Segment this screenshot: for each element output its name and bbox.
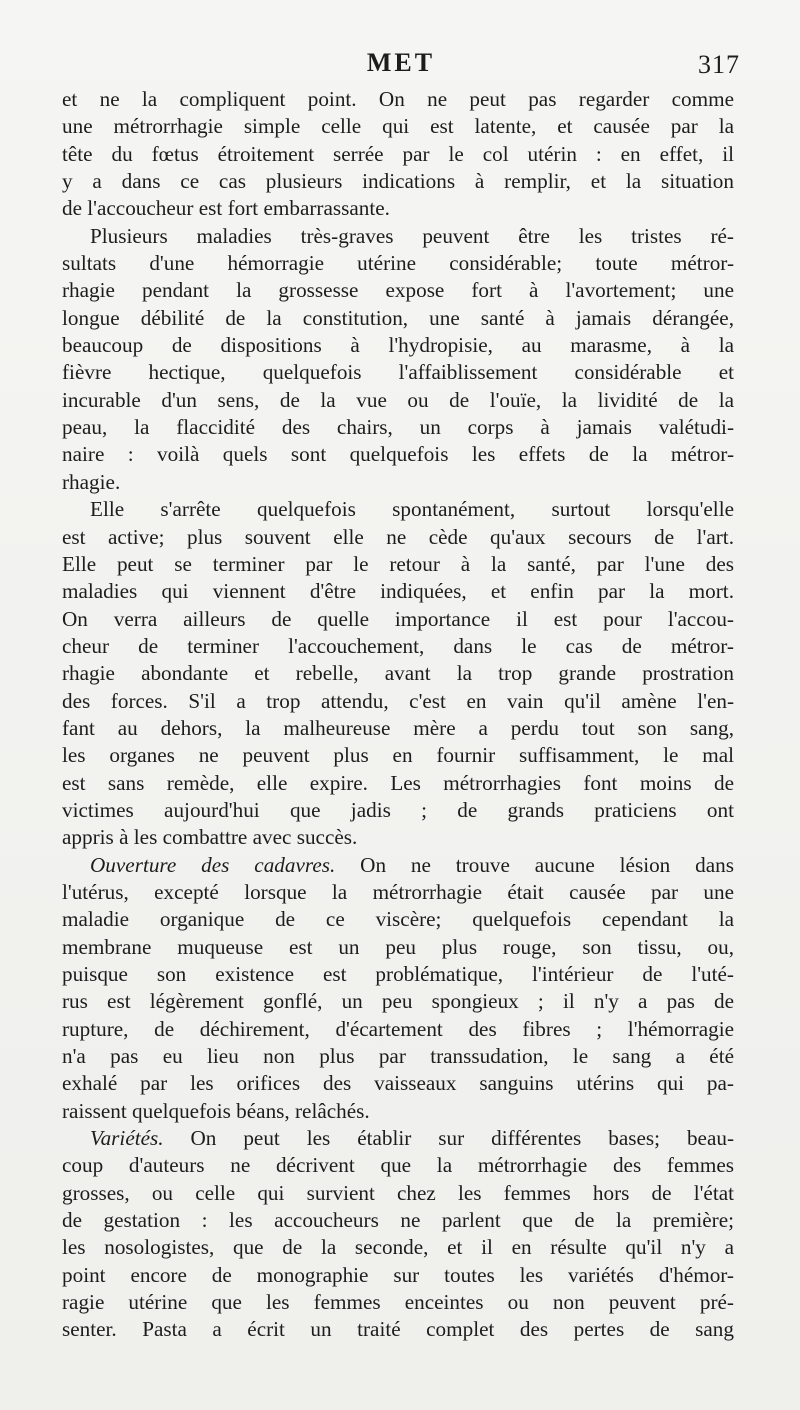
- text-line: victimes aujourd'hui que jadis ; de grands praticiens ont: [62, 797, 734, 822]
- text-line: l'utérus, excepté lorsque la métrorrhagie était causée par une: [62, 879, 734, 904]
- text-line: point encore de monographie sur toutes les variétés d'hémor-: [62, 1262, 734, 1287]
- text-line: les organes ne peuvent plus en fournir suffisamment, le mal: [62, 743, 734, 768]
- text-line: n'a pas eu lieu non plus par transsudation, le sang a été: [62, 1044, 734, 1069]
- text-line: peau, la flaccidité des chairs, un corps à jamais valétudi-: [62, 415, 734, 440]
- running-head: MET: [366, 48, 436, 77]
- paragraph: [62, 1125, 734, 1344]
- text-line: Plusieurs maladies très-graves peuvent être les tristes ré-: [90, 223, 734, 248]
- text-line: de l'accoucheur est fort embarrassante.: [62, 196, 390, 221]
- text-line: rhagie.: [62, 469, 121, 494]
- text-line: naire : voilà quels sont quelquefois les effets de la métror-: [62, 442, 734, 467]
- text-line: est active; plus souvent elle ne cède qu'aux secours de l'art.: [62, 524, 734, 549]
- text-line: maladie organique de ce viscère; quelquefois cependant la: [62, 907, 734, 932]
- text-line: On verra ailleurs de quelle importance il est pour l'accou-: [62, 606, 734, 631]
- text-line: longue débilité de la constitution, une santé à jamais dérangée,: [62, 305, 734, 330]
- text-line: fièvre hectique, quelquefois l'affaiblissement considérable et: [62, 360, 734, 385]
- text-line: exhalé par les orifices des vaisseaux sanguins utérins qui pa-: [62, 1071, 734, 1096]
- text-run: On ne trouve aucune lésion dans: [335, 852, 734, 877]
- page-header: [62, 48, 740, 82]
- paragraph: [62, 852, 734, 1125]
- paragraph: [62, 223, 734, 496]
- text-line: [62, 1125, 734, 1152]
- text-line: ragie utérine que les femmes enceintes ou non peuvent pré-: [62, 1290, 734, 1315]
- text-line: rupture, de déchirement, d'écartement des fibres ; l'hémorragie: [62, 1016, 734, 1041]
- text-line: Elle peut se terminer par le retour à la santé, par l'une des: [62, 551, 734, 576]
- text-line: tête du fœtus étroitement serrée par le col utérin : en effet, il: [62, 141, 734, 166]
- text-line: des forces. S'il a trop attendu, c'est en vain qu'il amène l'en-: [62, 688, 734, 713]
- text-line: est sans remède, elle expire. Les métrorrhagies font moins de: [62, 770, 734, 795]
- text-run: On peut les établir sur différentes bases; beau-: [163, 1126, 734, 1151]
- text-line: grosses, ou celle qui survient chez les femmes hors de l'état: [62, 1180, 734, 1205]
- text-line: y a dans ce cas plusieurs indications à remplir, et la situation: [62, 169, 734, 194]
- text-line: rhagie pendant la grossesse expose fort à l'avortement; une: [62, 278, 734, 303]
- text-line: sultats d'une hémorragie utérine considérable; toute métror-: [62, 251, 734, 276]
- text-line: une métrorrhagie simple celle qui est latente, et causée par la: [62, 114, 734, 139]
- section-lead: Variétés.: [90, 1126, 164, 1151]
- text-line: appris à les combattre avec succès.: [62, 825, 358, 850]
- text-line: beaucoup de dispositions à l'hydropisie, au marasme, à la: [62, 333, 734, 358]
- text-line: Elle s'arrête quelquefois spontanément, surtout lorsqu'elle: [90, 497, 734, 522]
- page-number: 317: [698, 50, 740, 79]
- text-line: de gestation : les accoucheurs ne parlent que de la première;: [62, 1208, 734, 1233]
- text-line: cheur de terminer l'accouchement, dans le cas de métror-: [62, 633, 734, 658]
- text-line: senter. Pasta a écrit un traité complet des pertes de sang: [62, 1317, 734, 1342]
- text-line: puisque son existence est problématique, l'intérieur de l'uté-: [62, 962, 734, 986]
- text-line: maladies qui viennent d'être indiquées, et enfin par la mort.: [62, 579, 734, 604]
- text-line: coup d'auteurs ne décrivent que la métrorrhagie des femmes: [62, 1153, 734, 1178]
- text-line: raissent quelquefois béans, relâchés.: [62, 1098, 370, 1123]
- paragraph: [62, 86, 734, 223]
- text-line: les nosologistes, que de la seconde, et il en résulte qu'il n'y a: [62, 1235, 734, 1260]
- section-lead: Ouverture des cadavres.: [90, 852, 336, 877]
- text-line: et ne la compliquent point. On ne peut pas regarder comme: [62, 87, 734, 111]
- page-body: [62, 86, 734, 1344]
- text-line: membrane muqueuse est un peu plus rouge, son tissu, ou,: [62, 934, 734, 959]
- text-line: rus est légèrement gonflé, un peu spongieux ; il n'y a pas de: [62, 989, 734, 1014]
- text-line: [62, 852, 734, 879]
- text-line: incurable d'un sens, de la vue ou de l'ouïe, la lividité de la: [62, 387, 734, 412]
- text-line: rhagie abondante et rebelle, avant la trop grande prostration: [62, 661, 734, 686]
- paragraph: [62, 496, 734, 851]
- text-line: fant au dehors, la malheureuse mère a perdu tout son sang,: [62, 715, 734, 740]
